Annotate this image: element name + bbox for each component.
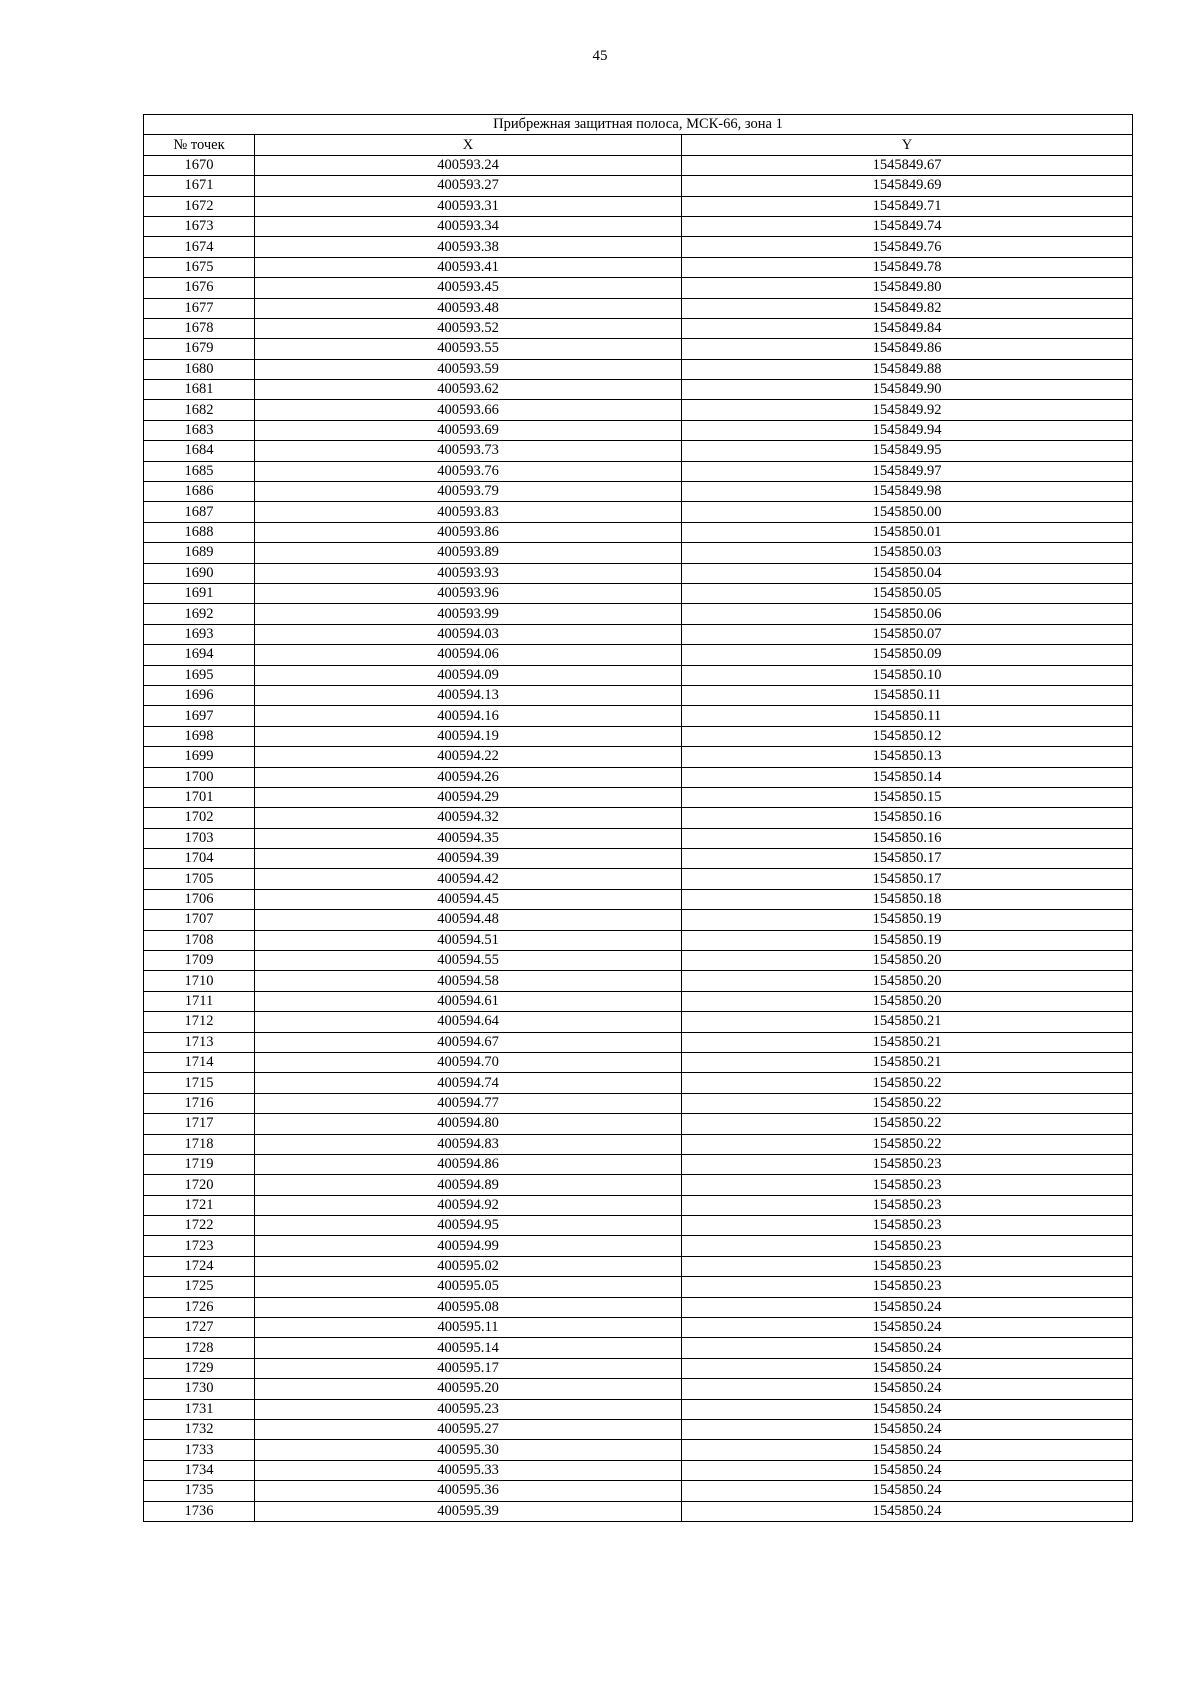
cell-x: 400594.70 bbox=[255, 1052, 682, 1072]
cell-x: 400594.06 bbox=[255, 645, 682, 665]
table-row bbox=[144, 1114, 1133, 1134]
cell-y: 1545850.23 bbox=[682, 1175, 1133, 1195]
cell-x: 400594.89 bbox=[255, 1175, 682, 1195]
cell-y: 1545850.20 bbox=[682, 991, 1133, 1011]
table-row bbox=[144, 1175, 1133, 1195]
cell-x: 400594.16 bbox=[255, 706, 682, 726]
cell-y: 1545850.24 bbox=[682, 1338, 1133, 1358]
table-row bbox=[144, 502, 1133, 522]
cell-point-number: 1687 bbox=[144, 502, 255, 522]
cell-point-number: 1719 bbox=[144, 1154, 255, 1174]
cell-y: 1545850.11 bbox=[682, 706, 1133, 726]
cell-point-number: 1727 bbox=[144, 1318, 255, 1338]
table-body bbox=[144, 155, 1133, 1521]
cell-point-number: 1676 bbox=[144, 278, 255, 298]
cell-point-number: 1708 bbox=[144, 930, 255, 950]
cell-y: 1545850.05 bbox=[682, 583, 1133, 603]
cell-x: 400594.09 bbox=[255, 665, 682, 685]
table-row bbox=[144, 1358, 1133, 1378]
cell-point-number: 1704 bbox=[144, 849, 255, 869]
cell-x: 400593.62 bbox=[255, 380, 682, 400]
table-title-row bbox=[144, 115, 1133, 135]
cell-point-number: 1725 bbox=[144, 1277, 255, 1297]
cell-y: 1545850.24 bbox=[682, 1318, 1133, 1338]
cell-y: 1545849.97 bbox=[682, 461, 1133, 481]
table-row bbox=[144, 420, 1133, 440]
cell-y: 1545849.92 bbox=[682, 400, 1133, 420]
cell-x: 400595.27 bbox=[255, 1420, 682, 1440]
cell-x: 400595.05 bbox=[255, 1277, 682, 1297]
cell-point-number: 1693 bbox=[144, 624, 255, 644]
cell-y: 1545849.76 bbox=[682, 237, 1133, 257]
table-row bbox=[144, 1399, 1133, 1419]
cell-x: 400594.77 bbox=[255, 1093, 682, 1113]
table-row bbox=[144, 1032, 1133, 1052]
cell-x: 400594.45 bbox=[255, 889, 682, 909]
cell-y: 1545850.19 bbox=[682, 930, 1133, 950]
table-row bbox=[144, 1195, 1133, 1215]
cell-y: 1545850.04 bbox=[682, 563, 1133, 583]
cell-point-number: 1695 bbox=[144, 665, 255, 685]
cell-x: 400594.19 bbox=[255, 726, 682, 746]
table-row bbox=[144, 604, 1133, 624]
table-row bbox=[144, 1236, 1133, 1256]
cell-x: 400594.86 bbox=[255, 1154, 682, 1174]
cell-x: 400593.48 bbox=[255, 298, 682, 318]
cell-point-number: 1672 bbox=[144, 196, 255, 216]
cell-point-number: 1694 bbox=[144, 645, 255, 665]
cell-point-number: 1720 bbox=[144, 1175, 255, 1195]
cell-point-number: 1678 bbox=[144, 318, 255, 338]
coordinates-table bbox=[143, 114, 1133, 1522]
cell-x: 400594.48 bbox=[255, 910, 682, 930]
cell-point-number: 1707 bbox=[144, 910, 255, 930]
cell-y: 1545850.19 bbox=[682, 910, 1133, 930]
cell-x: 400594.42 bbox=[255, 869, 682, 889]
cell-point-number: 1732 bbox=[144, 1420, 255, 1440]
cell-point-number: 1733 bbox=[144, 1440, 255, 1460]
table-row bbox=[144, 257, 1133, 277]
cell-x: 400594.29 bbox=[255, 787, 682, 807]
cell-point-number: 1685 bbox=[144, 461, 255, 481]
cell-point-number: 1735 bbox=[144, 1481, 255, 1501]
cell-point-number: 1689 bbox=[144, 543, 255, 563]
table-row bbox=[144, 155, 1133, 175]
cell-point-number: 1711 bbox=[144, 991, 255, 1011]
table-row bbox=[144, 441, 1133, 461]
cell-x: 400593.31 bbox=[255, 196, 682, 216]
table-row bbox=[144, 1379, 1133, 1399]
cell-point-number: 1730 bbox=[144, 1379, 255, 1399]
cell-x: 400594.22 bbox=[255, 747, 682, 767]
cell-point-number: 1715 bbox=[144, 1073, 255, 1093]
cell-x: 400594.83 bbox=[255, 1134, 682, 1154]
table-row bbox=[144, 380, 1133, 400]
cell-y: 1545850.22 bbox=[682, 1073, 1133, 1093]
cell-y: 1545850.17 bbox=[682, 869, 1133, 889]
cell-point-number: 1675 bbox=[144, 257, 255, 277]
table-row bbox=[144, 1052, 1133, 1072]
table-row bbox=[144, 645, 1133, 665]
cell-y: 1545850.17 bbox=[682, 849, 1133, 869]
cell-y: 1545850.09 bbox=[682, 645, 1133, 665]
cell-y: 1545850.06 bbox=[682, 604, 1133, 624]
cell-y: 1545850.22 bbox=[682, 1114, 1133, 1134]
cell-y: 1545849.90 bbox=[682, 380, 1133, 400]
cell-x: 400593.24 bbox=[255, 155, 682, 175]
cell-y: 1545850.21 bbox=[682, 1012, 1133, 1032]
table-row bbox=[144, 706, 1133, 726]
cell-point-number: 1677 bbox=[144, 298, 255, 318]
cell-point-number: 1717 bbox=[144, 1114, 255, 1134]
cell-y: 1545849.86 bbox=[682, 339, 1133, 359]
cell-x: 400593.96 bbox=[255, 583, 682, 603]
cell-y: 1545849.98 bbox=[682, 482, 1133, 502]
cell-point-number: 1724 bbox=[144, 1256, 255, 1276]
cell-y: 1545850.24 bbox=[682, 1399, 1133, 1419]
table-title: Прибрежная защитная полоса, МСК-66, зона 1 bbox=[144, 115, 1133, 135]
cell-y: 1545850.24 bbox=[682, 1297, 1133, 1317]
cell-point-number: 1690 bbox=[144, 563, 255, 583]
cell-point-number: 1736 bbox=[144, 1501, 255, 1521]
cell-point-number: 1697 bbox=[144, 706, 255, 726]
table-row bbox=[144, 971, 1133, 991]
cell-point-number: 1670 bbox=[144, 155, 255, 175]
cell-point-number: 1714 bbox=[144, 1052, 255, 1072]
cell-x: 400593.38 bbox=[255, 237, 682, 257]
table-row bbox=[144, 747, 1133, 767]
cell-x: 400593.93 bbox=[255, 563, 682, 583]
cell-x: 400593.55 bbox=[255, 339, 682, 359]
cell-x: 400594.13 bbox=[255, 685, 682, 705]
cell-point-number: 1688 bbox=[144, 522, 255, 542]
cell-y: 1545849.69 bbox=[682, 176, 1133, 196]
cell-y: 1545850.24 bbox=[682, 1481, 1133, 1501]
cell-x: 400595.17 bbox=[255, 1358, 682, 1378]
table-row bbox=[144, 522, 1133, 542]
table-row bbox=[144, 176, 1133, 196]
cell-point-number: 1679 bbox=[144, 339, 255, 359]
cell-x: 400595.39 bbox=[255, 1501, 682, 1521]
cell-y: 1545849.78 bbox=[682, 257, 1133, 277]
cell-point-number: 1671 bbox=[144, 176, 255, 196]
cell-y: 1545850.18 bbox=[682, 889, 1133, 909]
cell-x: 400594.35 bbox=[255, 828, 682, 848]
cell-x: 400594.61 bbox=[255, 991, 682, 1011]
table-row bbox=[144, 951, 1133, 971]
cell-y: 1545850.24 bbox=[682, 1501, 1133, 1521]
cell-x: 400594.64 bbox=[255, 1012, 682, 1032]
cell-point-number: 1734 bbox=[144, 1460, 255, 1480]
table-row bbox=[144, 991, 1133, 1011]
cell-point-number: 1729 bbox=[144, 1358, 255, 1378]
cell-point-number: 1726 bbox=[144, 1297, 255, 1317]
cell-y: 1545850.24 bbox=[682, 1440, 1133, 1460]
cell-x: 400594.92 bbox=[255, 1195, 682, 1215]
cell-point-number: 1716 bbox=[144, 1093, 255, 1113]
cell-y: 1545849.84 bbox=[682, 318, 1133, 338]
table-row bbox=[144, 685, 1133, 705]
cell-x: 400594.51 bbox=[255, 930, 682, 950]
table-row bbox=[144, 1420, 1133, 1440]
cell-x: 400595.14 bbox=[255, 1338, 682, 1358]
table-row bbox=[144, 1338, 1133, 1358]
table-row bbox=[144, 849, 1133, 869]
cell-point-number: 1692 bbox=[144, 604, 255, 624]
table-row bbox=[144, 359, 1133, 379]
cell-y: 1545850.01 bbox=[682, 522, 1133, 542]
cell-x: 400593.34 bbox=[255, 216, 682, 236]
cell-point-number: 1674 bbox=[144, 237, 255, 257]
cell-y: 1545850.24 bbox=[682, 1379, 1133, 1399]
table-row bbox=[144, 216, 1133, 236]
cell-x: 400594.80 bbox=[255, 1114, 682, 1134]
table-row bbox=[144, 1073, 1133, 1093]
cell-x: 400593.86 bbox=[255, 522, 682, 542]
cell-y: 1545850.15 bbox=[682, 787, 1133, 807]
table-row bbox=[144, 1012, 1133, 1032]
cell-x: 400594.67 bbox=[255, 1032, 682, 1052]
table-row bbox=[144, 1481, 1133, 1501]
table-row bbox=[144, 624, 1133, 644]
cell-y: 1545850.16 bbox=[682, 808, 1133, 828]
table-row bbox=[144, 910, 1133, 930]
cell-y: 1545850.12 bbox=[682, 726, 1133, 746]
cell-point-number: 1721 bbox=[144, 1195, 255, 1215]
cell-point-number: 1712 bbox=[144, 1012, 255, 1032]
cell-x: 400594.39 bbox=[255, 849, 682, 869]
cell-y: 1545849.88 bbox=[682, 359, 1133, 379]
cell-x: 400593.27 bbox=[255, 176, 682, 196]
cell-x: 400593.83 bbox=[255, 502, 682, 522]
cell-point-number: 1705 bbox=[144, 869, 255, 889]
cell-x: 400595.23 bbox=[255, 1399, 682, 1419]
table-row bbox=[144, 318, 1133, 338]
cell-y: 1545850.23 bbox=[682, 1154, 1133, 1174]
cell-y: 1545850.23 bbox=[682, 1277, 1133, 1297]
cell-x: 400595.36 bbox=[255, 1481, 682, 1501]
table-row bbox=[144, 583, 1133, 603]
table-row bbox=[144, 339, 1133, 359]
cell-y: 1545850.14 bbox=[682, 767, 1133, 787]
cell-x: 400594.95 bbox=[255, 1216, 682, 1236]
cell-y: 1545850.23 bbox=[682, 1195, 1133, 1215]
cell-x: 400595.02 bbox=[255, 1256, 682, 1276]
cell-x: 400593.76 bbox=[255, 461, 682, 481]
cell-x: 400595.30 bbox=[255, 1440, 682, 1460]
cell-y: 1545850.23 bbox=[682, 1236, 1133, 1256]
cell-x: 400595.33 bbox=[255, 1460, 682, 1480]
cell-y: 1545850.03 bbox=[682, 543, 1133, 563]
cell-y: 1545850.07 bbox=[682, 624, 1133, 644]
cell-point-number: 1723 bbox=[144, 1236, 255, 1256]
cell-y: 1545849.80 bbox=[682, 278, 1133, 298]
table-row bbox=[144, 196, 1133, 216]
cell-x: 400593.89 bbox=[255, 543, 682, 563]
cell-x: 400593.52 bbox=[255, 318, 682, 338]
cell-x: 400593.69 bbox=[255, 420, 682, 440]
cell-y: 1545850.22 bbox=[682, 1134, 1133, 1154]
cell-y: 1545850.16 bbox=[682, 828, 1133, 848]
cell-y: 1545850.20 bbox=[682, 951, 1133, 971]
cell-y: 1545850.23 bbox=[682, 1256, 1133, 1276]
table-row bbox=[144, 767, 1133, 787]
cell-y: 1545849.95 bbox=[682, 441, 1133, 461]
cell-point-number: 1703 bbox=[144, 828, 255, 848]
cell-x: 400593.41 bbox=[255, 257, 682, 277]
cell-point-number: 1702 bbox=[144, 808, 255, 828]
cell-point-number: 1683 bbox=[144, 420, 255, 440]
table-row bbox=[144, 1093, 1133, 1113]
cell-point-number: 1680 bbox=[144, 359, 255, 379]
cell-point-number: 1699 bbox=[144, 747, 255, 767]
table-row bbox=[144, 1256, 1133, 1276]
cell-point-number: 1701 bbox=[144, 787, 255, 807]
table-row bbox=[144, 930, 1133, 950]
cell-point-number: 1698 bbox=[144, 726, 255, 746]
cell-x: 400594.03 bbox=[255, 624, 682, 644]
table-row bbox=[144, 889, 1133, 909]
cell-point-number: 1728 bbox=[144, 1338, 255, 1358]
cell-point-number: 1731 bbox=[144, 1399, 255, 1419]
table-row bbox=[144, 461, 1133, 481]
cell-y: 1545850.21 bbox=[682, 1032, 1133, 1052]
cell-x: 400595.20 bbox=[255, 1379, 682, 1399]
cell-y: 1545850.24 bbox=[682, 1358, 1133, 1378]
cell-point-number: 1681 bbox=[144, 380, 255, 400]
cell-point-number: 1718 bbox=[144, 1134, 255, 1154]
table-row bbox=[144, 1460, 1133, 1480]
cell-y: 1545850.00 bbox=[682, 502, 1133, 522]
cell-y: 1545849.67 bbox=[682, 155, 1133, 175]
cell-y: 1545849.94 bbox=[682, 420, 1133, 440]
table-header-row bbox=[144, 135, 1133, 155]
cell-y: 1545849.74 bbox=[682, 216, 1133, 236]
table-row bbox=[144, 563, 1133, 583]
cell-x: 400594.26 bbox=[255, 767, 682, 787]
cell-x: 400594.32 bbox=[255, 808, 682, 828]
table-row bbox=[144, 278, 1133, 298]
cell-point-number: 1722 bbox=[144, 1216, 255, 1236]
cell-point-number: 1700 bbox=[144, 767, 255, 787]
cell-x: 400593.66 bbox=[255, 400, 682, 420]
cell-x: 400594.99 bbox=[255, 1236, 682, 1256]
cell-point-number: 1709 bbox=[144, 951, 255, 971]
cell-y: 1545850.20 bbox=[682, 971, 1133, 991]
cell-y: 1545850.23 bbox=[682, 1216, 1133, 1236]
table-head bbox=[144, 115, 1133, 156]
cell-y: 1545850.13 bbox=[682, 747, 1133, 767]
cell-x: 400594.74 bbox=[255, 1073, 682, 1093]
table-row bbox=[144, 1134, 1133, 1154]
page-number: 45 bbox=[592, 48, 608, 64]
cell-x: 400593.79 bbox=[255, 482, 682, 502]
cell-point-number: 1713 bbox=[144, 1032, 255, 1052]
table-row bbox=[144, 1318, 1133, 1338]
table-row bbox=[144, 869, 1133, 889]
cell-point-number: 1696 bbox=[144, 685, 255, 705]
cell-point-number: 1710 bbox=[144, 971, 255, 991]
header-x: X bbox=[255, 135, 682, 155]
cell-point-number: 1682 bbox=[144, 400, 255, 420]
cell-y: 1545850.11 bbox=[682, 685, 1133, 705]
cell-y: 1545850.24 bbox=[682, 1460, 1133, 1480]
cell-point-number: 1673 bbox=[144, 216, 255, 236]
cell-x: 400593.73 bbox=[255, 441, 682, 461]
cell-x: 400595.11 bbox=[255, 1318, 682, 1338]
header-y: Y bbox=[682, 135, 1133, 155]
cell-point-number: 1691 bbox=[144, 583, 255, 603]
table-row bbox=[144, 726, 1133, 746]
table-row bbox=[144, 482, 1133, 502]
table-row bbox=[144, 298, 1133, 318]
cell-point-number: 1686 bbox=[144, 482, 255, 502]
table-row bbox=[144, 1216, 1133, 1236]
table-row bbox=[144, 400, 1133, 420]
cell-point-number: 1684 bbox=[144, 441, 255, 461]
cell-x: 400594.55 bbox=[255, 951, 682, 971]
table-row bbox=[144, 787, 1133, 807]
cell-x: 400593.59 bbox=[255, 359, 682, 379]
table-row bbox=[144, 828, 1133, 848]
table-row bbox=[144, 665, 1133, 685]
cell-y: 1545849.82 bbox=[682, 298, 1133, 318]
cell-x: 400594.58 bbox=[255, 971, 682, 991]
cell-y: 1545849.71 bbox=[682, 196, 1133, 216]
table-row bbox=[144, 1440, 1133, 1460]
table-row bbox=[144, 808, 1133, 828]
table-row bbox=[144, 1154, 1133, 1174]
table-row bbox=[144, 1277, 1133, 1297]
cell-x: 400595.08 bbox=[255, 1297, 682, 1317]
table-row bbox=[144, 1501, 1133, 1521]
table-row bbox=[144, 237, 1133, 257]
cell-x: 400593.99 bbox=[255, 604, 682, 624]
cell-y: 1545850.21 bbox=[682, 1052, 1133, 1072]
cell-y: 1545850.10 bbox=[682, 665, 1133, 685]
cell-y: 1545850.24 bbox=[682, 1420, 1133, 1440]
table-row bbox=[144, 543, 1133, 563]
table-row bbox=[144, 1297, 1133, 1317]
cell-x: 400593.45 bbox=[255, 278, 682, 298]
cell-point-number: 1706 bbox=[144, 889, 255, 909]
cell-y: 1545850.22 bbox=[682, 1093, 1133, 1113]
header-point-number: № точек bbox=[144, 135, 255, 155]
